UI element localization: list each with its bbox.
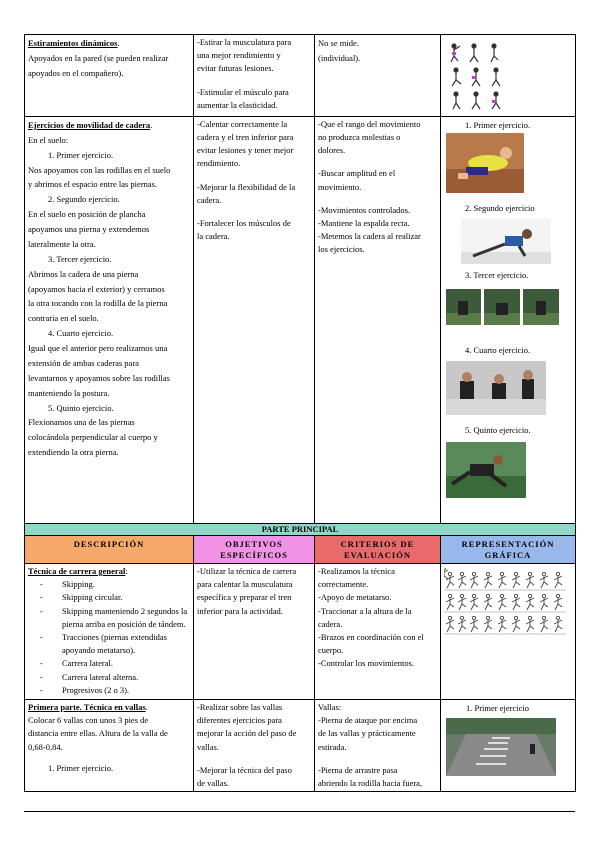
hip-mobility-photo-2 [461,218,551,264]
header-objetivos: OBJETIVOS ESPECÍFICOS [194,535,315,563]
stretching-figures-image [446,40,506,110]
text-line: mejorar la acción del paso de [197,728,297,739]
hip-mobility-photo-3 [446,289,559,325]
objectives-cell [194,116,315,523]
text-line: estirada. [318,741,347,752]
text-line: -Traccionar a la altura de la [318,605,412,616]
desc-line: Abrimos la cadera de una pierna [28,268,139,279]
text-line: correctamente. [318,579,369,590]
item-heading: 1. Primer ejercicio. [48,762,114,773]
hurdles-photo [446,718,556,776]
criteria-cell [315,700,441,792]
hip-mobility-photo-4 [446,361,546,415]
image-caption: 5. Quinto ejercicio. [465,425,531,436]
text-line: -Movimientos controlados. [318,204,411,215]
graphic-cell [441,564,576,700]
exercise-title: Primera parte. Técnica en vallas [28,702,146,713]
row-tecnica-carrera [25,564,576,700]
list-item: - Skipping manteniendo 2 segundos la pierna arriba en posición de tándem. [62,605,190,631]
header-criterios: CRITERIOS DE EVALUACIÓN [315,535,441,563]
desc-line: Nos apoyamos con las rodillas en el suelo [28,164,171,175]
list-item: - Skipping circular. [62,591,190,604]
header-representacion: REPRESENTACIÓN GRÁFICA [441,535,576,563]
section-banner-row [25,523,576,535]
text-line: aumentar la elasticidad. [197,99,278,110]
text-line: vallas. [197,741,219,752]
exercise-title: Técnica de carrera general [28,566,126,577]
drill-list [28,578,190,697]
session-table [24,34,576,792]
text-line: -Mantiene la espalda recta. [318,217,410,228]
text-line: de las vallas y prácticamente [318,728,416,739]
image-caption: 1. Primer ejercicio. [465,119,531,130]
text-line: rendimiento. [197,158,241,169]
text-line: dolores. [318,145,346,156]
text-line: los ejercicios. [318,244,365,255]
text-line: cadera y el tren inferior para [197,132,294,143]
image-caption: 3. Tercer ejercicio. [465,269,529,280]
image-caption: 1. Primer ejercicio [466,703,530,714]
section-banner: PARTE PRINCIPAL [25,523,576,535]
desc-line: apoyamos una pierna y extendemos [28,224,150,234]
item-heading: 1. Primer ejercicio. [48,149,114,160]
text-line: -Pierna de arrastre pasa [318,764,398,775]
desc-cell: Estiramientos dinámicos. Apoyados en la pared (se pueden realizar apoyados en el compañero). [25,35,194,117]
list-item: - Skipping. [62,578,190,591]
text-line: evitar lesiones y tener mejor [197,145,294,156]
text-line: -Metemos la cadera al realizar [318,231,421,242]
desc-line: la otra tocando con la rodilla de la pierna [28,298,168,309]
text-line: diferentes ejercicios para [197,715,282,726]
list-item: - Tracciones (piernas extendidas apoyando metatarso). [62,631,190,657]
image-caption: 4. Cuarto ejercicio. [465,344,531,355]
column-headers-row [25,535,576,563]
text-line: (individual). [318,52,361,63]
text-line: -Que el rango del movimiento [318,118,421,129]
text-line: -Apoyo de metatarso. [318,592,392,603]
desc-line: (apoyamos hacia el exterior) y cerramos [28,283,165,294]
exercise-title: Estiramientos dinámicos [28,38,118,48]
text-line: evitar futuras lesiones. [197,63,274,74]
desc-line: Flexionamos una de las piernas [28,417,135,428]
desc-cell: Ejercicios de movilidad de cadera. En el suelo: 1. Primer ejercicio. Nos apoyamos con las rodillas en el suelo y abrimos el espacio entre las piernas. 2. Segundo ejercicio. En el suelo en posición de plancha apoyamos una pierna y extendemos lateralmente la otra. 3. Tercer ejercicio. Abrimos la cadera de una pierna (apoyamos hacia el exterior) y cerramos la otra tocando con la rodilla de la pierna contraria en el suelo. 4. Cuarto ejercicio. Igual que el anterior pero realizamos una extensión de ambas caderas para levantarnos y apoyamos sobre las rodillas manteniendo la postura. 5. Quinto ejercicio. Flexionamos una de las piernas colocándola perpendicular al cuerpo y extendiendo la otra pierna. [25,116,194,523]
desc-cell: Primera parte. Técnica en vallas. Colocar 6 vallas con unos 3 pies de distancia entre ellas. Altura de la valla de 0,68-0,84. 1. Primer ejercicio. [25,700,194,792]
criteria-cell [315,564,441,700]
desc-line: En el suelo en posición de plancha [28,209,146,220]
desc-line: contraria en el suelo. [28,313,99,324]
desc-line: distancia entre ellas. Altura de la valla de [28,728,168,739]
text-line: -Pierna de ataque por encima [318,715,418,726]
text-line: la cadera. [197,231,230,242]
exercise-title: Ejercicios de movilidad de cadera [28,119,151,130]
text-line: cadera. [318,618,343,629]
row-movilidad-cadera [25,116,576,523]
item-heading: 2. Segundo ejercicio. [48,194,120,205]
criteria-cell [315,116,441,523]
hip-mobility-photo-1 [446,133,524,193]
text-line: para calentar la musculatura [197,579,293,590]
running-technique-sketch [444,568,566,640]
graphic-cell [441,700,576,792]
desc-intro: En el suelo: [28,134,69,145]
text-line: -Realizar sobre las vallas [197,702,283,713]
list-item: - Carrera lateral alterna. [62,671,190,684]
text-line: de vallas. [197,777,230,788]
text-line: -Calentar correctamente la [197,118,288,129]
text-line: -Mejorar la técnica del paso [197,764,292,775]
item-heading: 4. Cuarto ejercicio. [48,328,114,339]
graphic-cell [441,35,576,117]
text-line: No se mide. [318,38,359,48]
desc-line: extendiendo la otra pierna. [28,447,119,458]
text-line: no produzca molestias o [318,132,401,143]
text-line: abriendo la rodilla hacia fuera, [318,777,423,788]
desc-line: levantarnos y apoyamos sobre las rodillas [28,372,170,383]
text-line: Vallas: [318,702,342,713]
desc-line: Colocar 6 vallas con unos 3 pies de [28,715,149,726]
criteria-cell [315,35,441,117]
objectives-cell [194,700,315,792]
hip-mobility-photo-5 [446,442,526,498]
desc-line: 0,68-0,84. [28,741,63,752]
text-line: -Buscar amplitud en el [318,168,396,179]
list-item: - Progresivos (2 o 3). [62,684,190,697]
text-line: -Realizamos la técnica [318,566,395,577]
desc-line: Apoyados en la pared (se pueden realizar [28,52,169,63]
row-tecnica-vallas [25,700,576,792]
desc-line: colocándola perpendicular al cuerpo y [28,432,158,443]
image-caption: 2. Segundo ejercicio [465,202,535,213]
text-line: -Mejorar la flexibilidad de la [197,181,296,192]
objectives-cell [194,564,315,700]
text-line: -Controlar los movimientos. [318,658,415,669]
desc-line: extensión de ambas caderas para [28,357,139,368]
text-line: específica y preparar el tren [197,592,292,603]
text-line: cadera. [197,194,222,205]
row-estiramientos [25,35,576,117]
text-line: -Estimular el músculo para [197,86,289,97]
list-item: - Carrera lateral. [62,657,190,670]
item-heading: 5. Quinto ejercicio. [48,402,114,413]
text-line: -Fortalecer los músculos de [197,217,291,228]
desc-line: manteniendo la postura. [28,387,110,398]
desc-line: lateralmente la otra. [28,238,96,249]
graphic-cell [441,116,576,523]
text-line: -Estirar la musculatura para [197,37,292,47]
text-line: -Utilizar la técnica de carrera [197,566,297,577]
text-line: inferior para la actividad. [197,605,283,616]
text-line: movimiento. [318,181,362,192]
item-heading: 3. Tercer ejercicio. [48,253,112,264]
text-line: -Brazos en coordinación con el [318,631,424,642]
desc-line: Igual que el anterior pero realizamos una [28,343,168,353]
desc-line: y abrimos el espacio entre las piernas. [28,179,158,190]
text-line: una mejor rendimiento y [197,50,281,61]
header-descripcion: DESCRIPCIÓN [25,535,194,563]
text-line: cuerpo. [318,645,344,656]
desc-cell: Técnica de carrera general: - Skipping. - Skipping circular. - Skipping manteniendo 2 segundos la pierna arriba en posición de tándem. - Tracciones (piernas extendidas apoyando metatarso). - Carrera lateral. - Carrera lateral alterna. - Progresivos (2 o 3). [25,564,194,700]
desc-line: apoyados en el compañero). [28,67,124,78]
objectives-cell [194,35,315,117]
page-footer-rule [24,811,575,812]
